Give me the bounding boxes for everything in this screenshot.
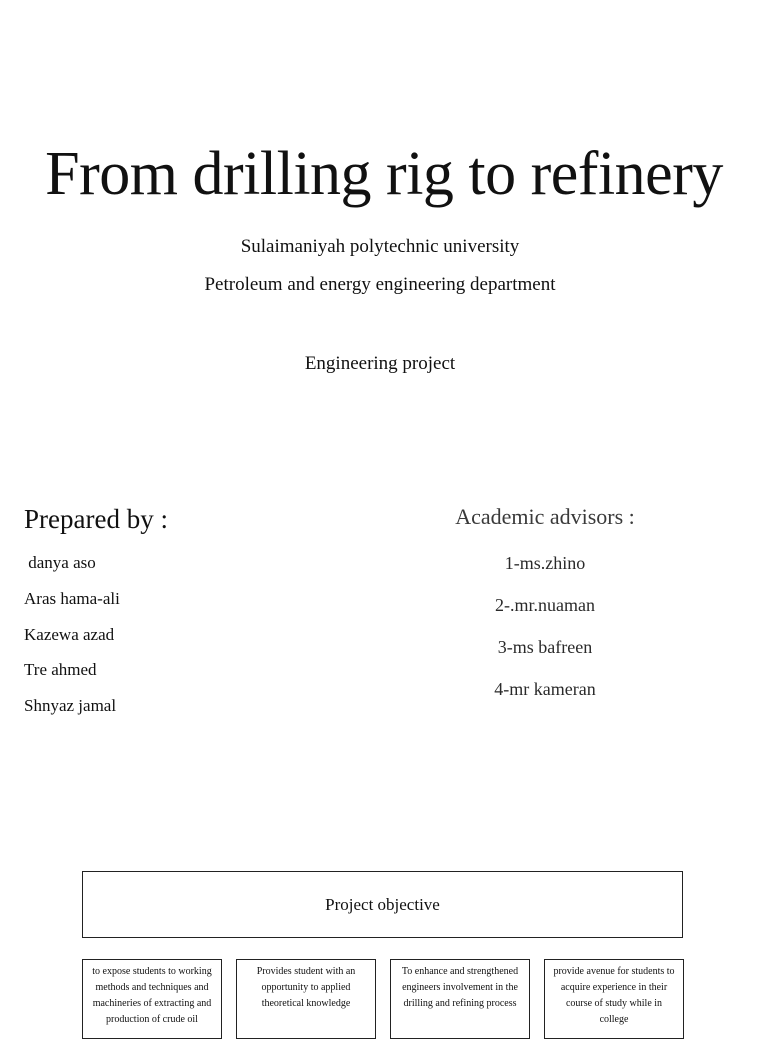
member-name: Tre ahmed	[24, 660, 97, 679]
advisor-name: 1-ms.zhino	[504, 553, 586, 573]
advisor-name: 2-.mr.nuaman	[495, 595, 595, 615]
prepared-by-heading: Prepared by :	[24, 504, 168, 534]
project-objective-box	[82, 871, 683, 938]
member-name: Kazewa azad	[24, 625, 115, 644]
objective-item: to expose students to working methods and techniques and machineries of extracting and production of crude oil	[82, 959, 222, 1039]
objective-item: Provides student with an opportunity to applied theoretical knowledge	[236, 959, 376, 1039]
member-name: Aras hama-ali	[24, 589, 120, 608]
department-name: Petroleum and energy engineering department	[204, 274, 556, 295]
member-name: Shnyaz jamal	[24, 696, 117, 715]
advisor-name: 4-mr kameran	[494, 679, 596, 699]
advisor-name: 3-ms bafreen	[497, 637, 593, 657]
university-name: Sulaimaniyah polytechnic university	[240, 236, 520, 257]
objective-item: provide avenue for students to acquire experience in their course of study while in college	[544, 959, 684, 1039]
objective-item: To enhance and strengthened engineers involvement in the drilling and refining process	[390, 959, 530, 1039]
member-name: danya aso	[24, 553, 96, 572]
document-title: From drilling rig to refinery	[45, 140, 723, 208]
project-type: Engineering project	[304, 353, 456, 374]
academic-advisors-heading: Academic advisors :	[455, 504, 635, 529]
project-objective-heading: Project objective	[325, 894, 440, 914]
